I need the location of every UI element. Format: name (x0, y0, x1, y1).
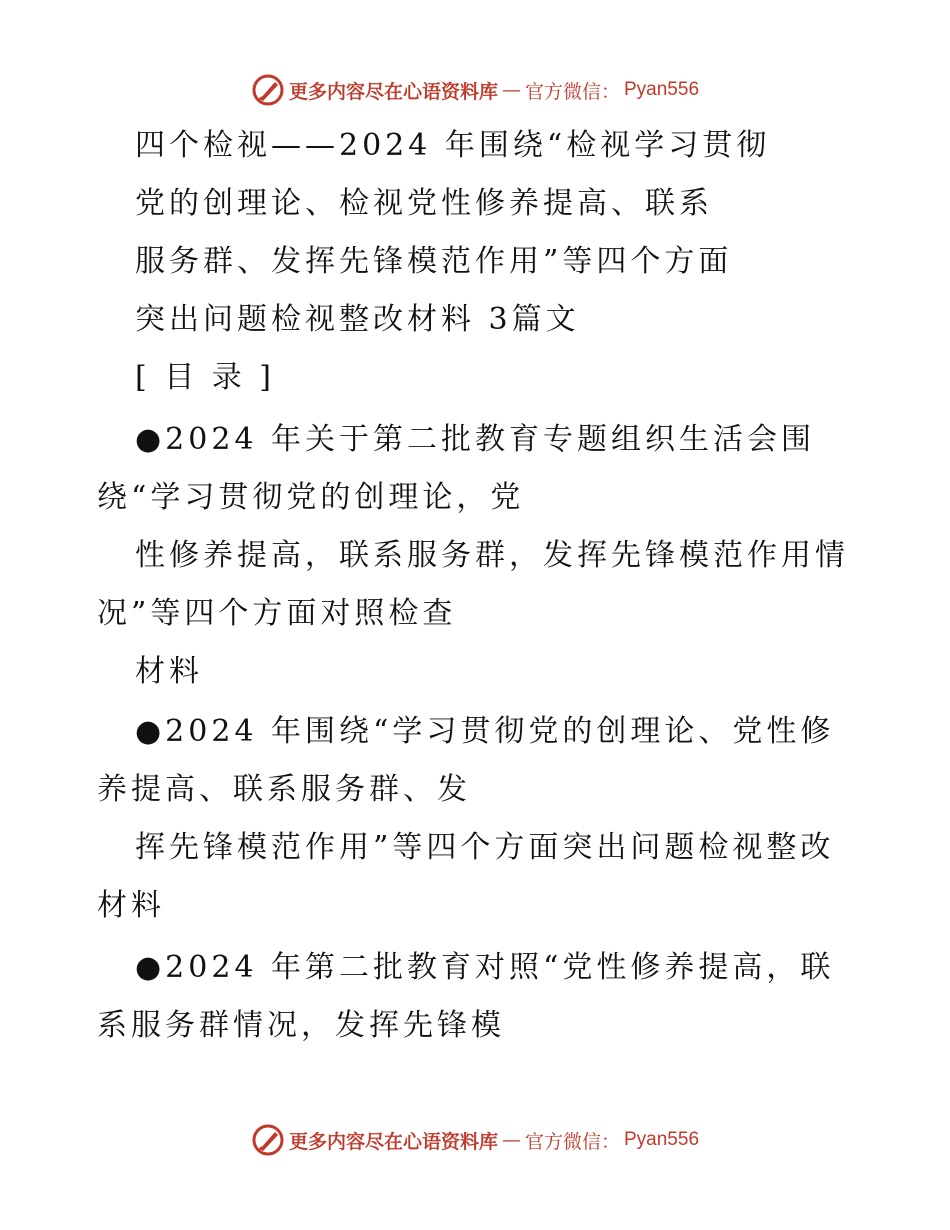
header-site-text: 更多内容尽在心语资料库 (288, 80, 498, 103)
toc-item-3-line-2: 系服务群情况，发挥先锋模 (97, 1008, 505, 1043)
header-banner-inner (251, 73, 699, 107)
footer-wechat-id: Pyan556 (624, 1129, 700, 1150)
header-dash: — (501, 79, 521, 101)
toc-heading: [ 目 录 ] (135, 360, 276, 395)
toc-item-1-line-4: 况”等四个方面对照检查 (97, 596, 457, 631)
header-banner (0, 70, 950, 110)
footer-banner-inner (251, 1123, 699, 1157)
header-wechat-label: 官方微信： (524, 80, 620, 103)
toc-item-2-line-3: 挥先锋模范作用”等四个方面突出问题检视整改 (135, 830, 835, 865)
toc-item-1-line-1: ●2024 年关于第二批教育专题组织生活会围 (135, 422, 816, 457)
title-line-3: 服务群、发挥先锋模范作用”等四个方面 (135, 244, 733, 279)
toc-item-2-line-2: 养提高、联系服务群、发 (97, 772, 471, 807)
footer-wechat-label: 官方微信： (524, 1130, 620, 1153)
footer-site-text: 更多内容尽在心语资料库 (288, 1130, 498, 1153)
toc-item-2-line-4: 材料 (97, 888, 165, 923)
toc-item-1-line-5: 材料 (135, 654, 203, 689)
title-line-4: 突出问题检视整改材料 3篇文 (135, 302, 580, 337)
title-line-2: 党的创理论、检视党性修养提高、联系 (135, 186, 713, 221)
footer-banner (0, 1120, 950, 1160)
toc-item-3-line-1: ●2024 年第二批教育对照“党性修养提高，联 (135, 950, 835, 985)
header-wechat-id: Pyan556 (624, 79, 700, 100)
footer-dash: — (501, 1129, 521, 1151)
quill-pen-logo-icon (251, 1123, 285, 1157)
toc-item-1-line-3: 性修养提高，联系服务群，发挥先锋模范作用情 (135, 538, 849, 573)
toc-item-1-line-2: 绕“学习贯彻党的创理论，党 (97, 480, 525, 515)
toc-item-2-line-1: ●2024 年围绕“学习贯彻党的创理论、党性修 (135, 714, 835, 749)
title-line-1: 四个检视——2024 年围绕“检视学习贯彻 (135, 128, 771, 163)
quill-pen-logo-icon (251, 73, 285, 107)
